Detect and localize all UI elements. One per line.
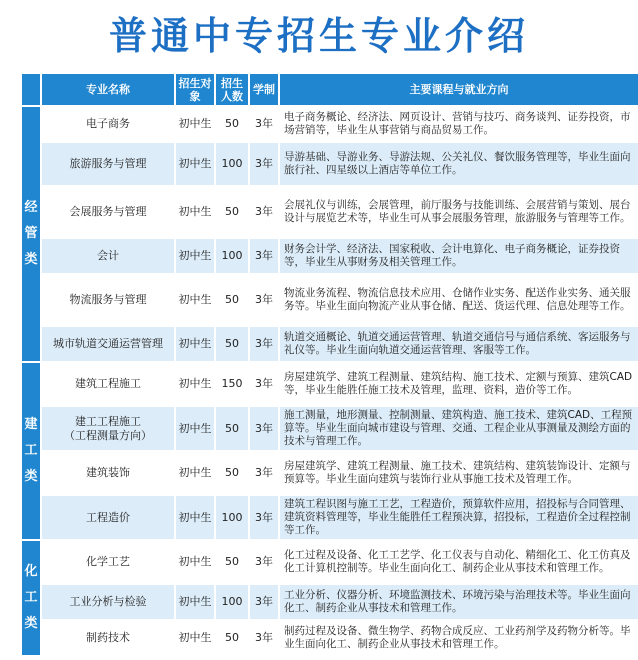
courses-description: 导游基础、导游业务、导游法规、公关礼仪、餐饮服务管理等，毕业生面向旅行社、四星级以上酒店等单位工作。 [279, 142, 638, 186]
target-cell: 初中生 [175, 142, 215, 186]
category-label: 建 工 类 [21, 362, 41, 540]
count-cell: 50 [215, 406, 249, 451]
count-cell: 50 [215, 106, 249, 142]
duration-cell: 3年 [249, 584, 279, 620]
courses-description: 房屋建筑学、建筑工程测量、建筑结构、施工技术、定额与预算、建筑CAD等，毕业生能胜任施工技术及管理，监理、资料，造价等工作。 [279, 362, 638, 406]
header-category [21, 73, 41, 106]
header-target: 招生对象 [175, 73, 215, 106]
majors-table [20, 72, 638, 657]
header-major: 专业名称 [41, 73, 175, 106]
target-cell: 初中生 [175, 106, 215, 142]
duration-cell: 3年 [249, 142, 279, 186]
duration-cell: 3年 [249, 451, 279, 495]
table-row [21, 584, 638, 620]
table-row [21, 620, 638, 656]
table-row [21, 326, 638, 362]
courses-description: 房屋建筑学、建筑工程测量、施工技术、建筑结构、建筑装饰设计、定额与预算等。毕业生面向建筑与装饰行业从事施工技术及管理工作。 [279, 451, 638, 495]
target-cell: 初中生 [175, 495, 215, 540]
duration-cell: 3年 [249, 620, 279, 656]
count-cell: 100 [215, 142, 249, 186]
courses-description: 施工测量，地形测量、控制测量、建筑构造、施工技术、建筑CAD、工程预算等。毕业生面向城市建设与管理、交通、工程企业从事测量及测绘方面的技术与管理工作。 [279, 406, 638, 451]
target-cell: 初中生 [175, 186, 215, 238]
target-cell: 初中生 [175, 584, 215, 620]
duration-cell: 3年 [249, 326, 279, 362]
target-cell: 初中生 [175, 326, 215, 362]
target-cell: 初中生 [175, 540, 215, 584]
major-name: 建筑工程施工 [41, 362, 175, 406]
major-name: 工业分析与检验 [41, 584, 175, 620]
courses-description: 物流业务流程、物流信息技术应用、仓储作业实务、配送作业实务、通关服务等。毕业生面向物流产业从事仓储、配送、货运代理、信息处理等工作。 [279, 274, 638, 326]
count-cell: 100 [215, 584, 249, 620]
major-name: 建工工程施工 （工程测量方向） [41, 406, 175, 451]
table-row [21, 186, 638, 238]
major-name: 制药技术 [41, 620, 175, 656]
courses-description: 财务会计学、经济法、国家税收、会计电算化、电子商务概论，证券投资等，毕业生从事财务及相关管理工作。 [279, 238, 638, 274]
target-cell: 初中生 [175, 406, 215, 451]
count-cell: 50 [215, 274, 249, 326]
count-cell: 50 [215, 326, 249, 362]
major-name: 城市轨道交通运营管理 [41, 326, 175, 362]
table-row [21, 238, 638, 274]
header-count: 招生人数 [215, 73, 249, 106]
duration-cell: 3年 [249, 186, 279, 238]
target-cell: 初中生 [175, 620, 215, 656]
courses-description: 会展礼仪与训练，会展管理，前厅服务与技能训练、会展营销与策划、展台设计与展览艺术等，毕业生可从事会展服务管理，旅游服务与管理等工作。 [279, 186, 638, 238]
duration-cell: 3年 [249, 406, 279, 451]
courses-description: 轨道交通概论、轨道交通运营管理、轨道交通信号与通信系统、客运服务与礼仪等。毕业生面向轨道交通运营管理、客服等工作。 [279, 326, 638, 362]
table-row [21, 142, 638, 186]
count-cell: 100 [215, 495, 249, 540]
duration-cell: 3年 [249, 106, 279, 142]
target-cell: 初中生 [175, 451, 215, 495]
count-cell: 50 [215, 620, 249, 656]
duration-cell: 3年 [249, 540, 279, 584]
duration-cell: 3年 [249, 362, 279, 406]
major-name: 工程造价 [41, 495, 175, 540]
target-cell: 初中生 [175, 362, 215, 406]
major-name: 旅游服务与管理 [41, 142, 175, 186]
courses-description: 制药过程及设备、微生物学、药物合成反应、工业药剂学及药物分析等。毕业生面向化工、制药企业从事技术和管理工作。 [279, 620, 638, 656]
courses-description: 建筑工程识图与施工工艺，工程造价，预算软件应用，招投标与合同管理、建筑资料管理等，毕业生能胜任工程预决算，招投标，工程造价全过程控制等工作。 [279, 495, 638, 540]
table-row [21, 451, 638, 495]
major-name: 会计 [41, 238, 175, 274]
courses-description: 工业分析、仪器分析、环境监测技术、环境污染与治理技术等。毕业生面向化工、制药企业从事技术和管理工作。 [279, 584, 638, 620]
major-name: 物流服务与管理 [41, 274, 175, 326]
table-row [21, 495, 638, 540]
count-cell: 50 [215, 540, 249, 584]
target-cell: 初中生 [175, 238, 215, 274]
courses-description: 电子商务概论、经济法、网页设计、营销与技巧、商务谈判、证券投资，市场营销等，毕业生从事营销与商品贸易工作。 [279, 106, 638, 142]
major-name: 建筑装饰 [41, 451, 175, 495]
page-title: 普通中专招生专业介绍 [108, 14, 529, 58]
courses-description: 化工过程及设备、化工工艺学、化工仪表与自动化、精细化工、化工仿真及化工计算机控制等。毕业生面向化工、制药企业从事技术和管理工作。 [279, 540, 638, 584]
category-label: 化 工 类 [21, 540, 41, 656]
count-cell: 50 [215, 451, 249, 495]
major-name: 化学工艺 [41, 540, 175, 584]
duration-cell: 3年 [249, 274, 279, 326]
table-header-row [21, 73, 638, 106]
duration-cell: 3年 [249, 238, 279, 274]
table-row [21, 274, 638, 326]
duration-cell: 3年 [249, 495, 279, 540]
table-body [21, 106, 638, 656]
header-duration: 学制 [249, 73, 279, 106]
table-row [21, 540, 638, 584]
major-name: 电子商务 [41, 106, 175, 142]
category-label: 经 管 类 [21, 106, 41, 362]
count-cell: 100 [215, 238, 249, 274]
table-row [21, 362, 638, 406]
table-row [21, 406, 638, 451]
target-cell: 初中生 [175, 274, 215, 326]
table-row [21, 106, 638, 142]
header-courses: 主要课程与就业方向 [279, 73, 638, 106]
major-name: 会展服务与管理 [41, 186, 175, 238]
count-cell: 150 [215, 362, 249, 406]
count-cell: 50 [215, 186, 249, 238]
